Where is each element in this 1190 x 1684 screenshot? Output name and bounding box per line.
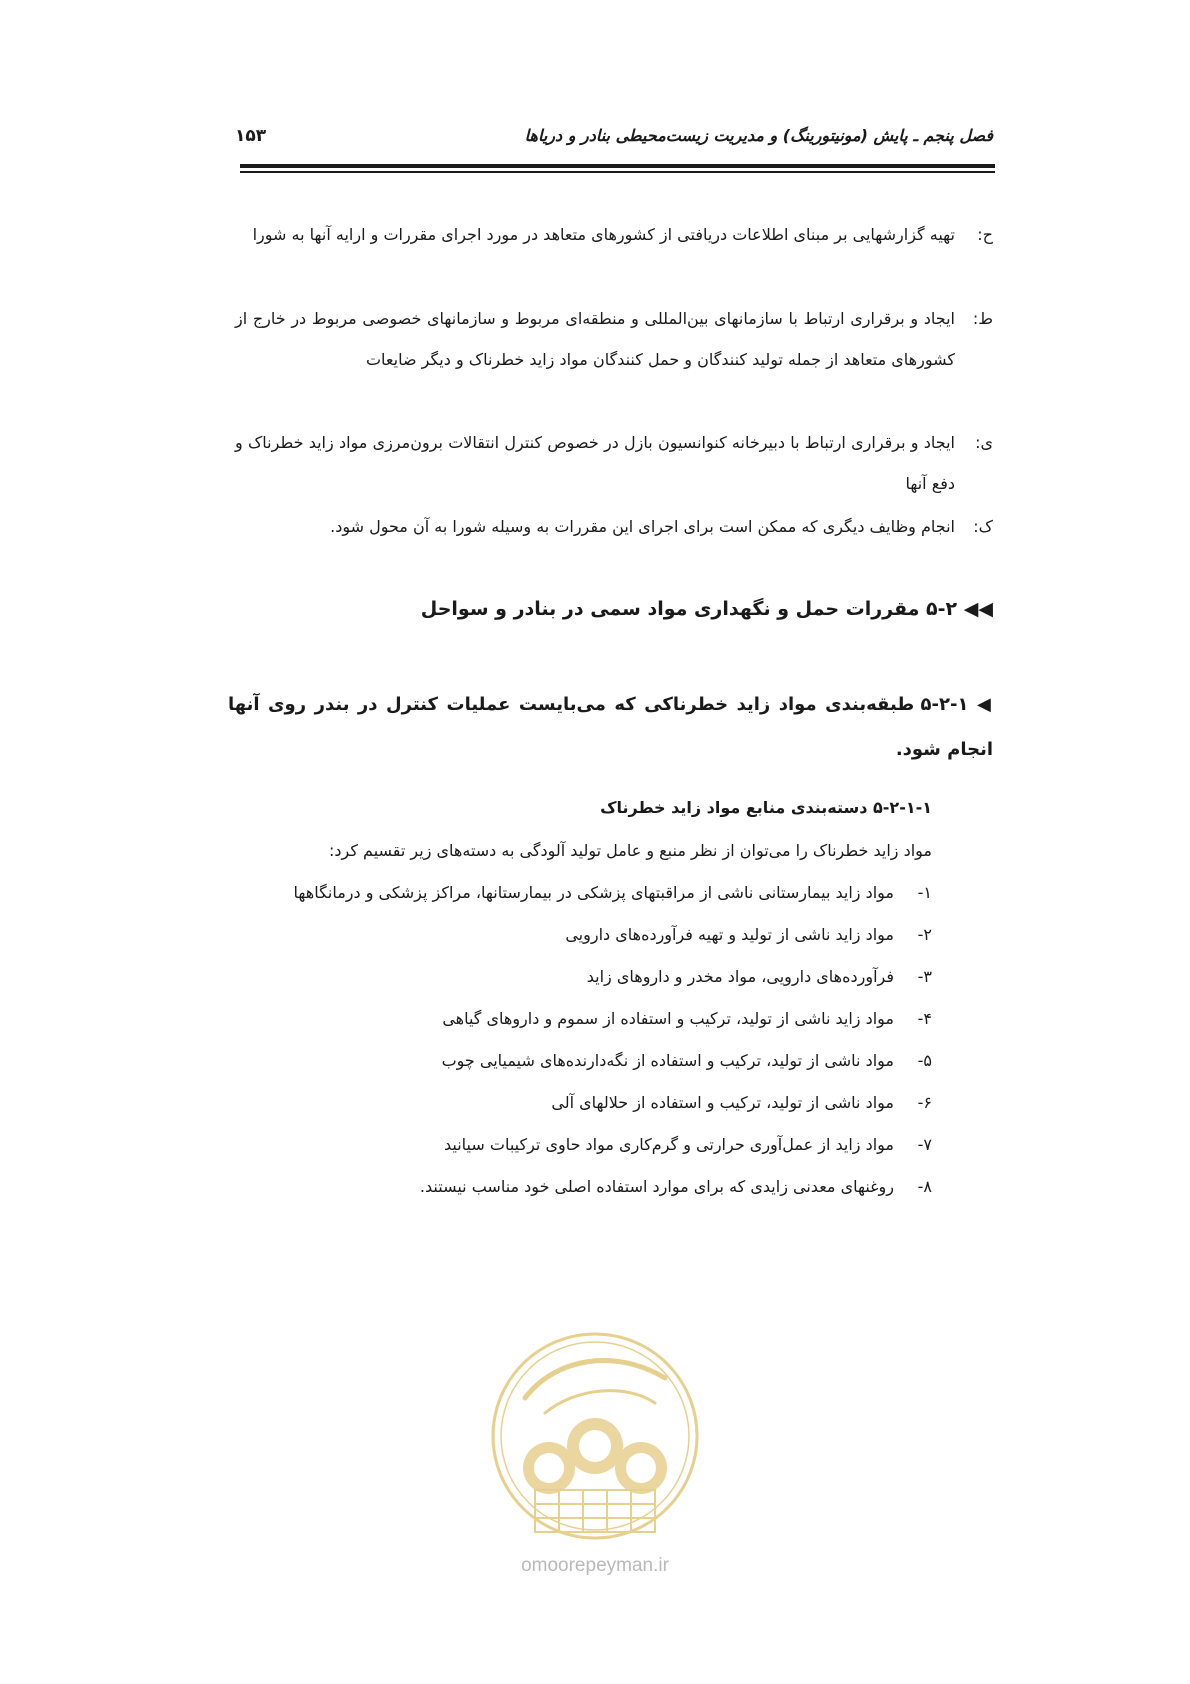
list-item xyxy=(232,1093,932,1112)
item-text: انجام وظایف دیگری که ممکن است برای اجرای این مقررات به وسیله شورا به آن محول شود. xyxy=(330,517,955,536)
list-item xyxy=(232,967,932,986)
subsection-heading-text: ۵-۲-۱ طبقه‌بندی مواد زاید خطرناکی که می‌بایست عملیات کنترل در بندر روی آنها انجام شود. xyxy=(228,694,993,760)
list-item-number: ۶- xyxy=(917,1093,932,1112)
list-item xyxy=(232,925,932,944)
page-number: ۱۵۳ xyxy=(235,126,267,146)
list-item-text: فرآورده‌های دارویی، مواد مخدر و داروهای زاید xyxy=(586,967,894,986)
running-header-title: فصل پنجم ـ پایش (مونیتورینگ) و مدیریت زیست‌محیطی بنادر و دریاها xyxy=(524,126,993,145)
watermark-emblem xyxy=(485,1318,705,1553)
item-text: تهیه گزارشهایی بر مبنای اطلاعات دریافتی از کشورهای متعاهد در مورد اجرای مقررات و ارایه آنها به شورا xyxy=(252,225,955,244)
header-rule xyxy=(240,164,995,168)
lettered-item xyxy=(235,506,993,547)
double-arrow-icon: ◀◀ xyxy=(963,598,993,620)
lettered-item xyxy=(235,298,993,380)
list-item xyxy=(232,1177,932,1196)
list-item-number: ۵- xyxy=(917,1051,932,1070)
list-item-number: ۸- xyxy=(917,1177,932,1196)
lettered-item xyxy=(235,422,993,504)
item-text: ایجاد و برقراری ارتباط با سازمانهای بین‌المللی و منطقه‌ای مربوط و سازمانهای خصوصی مربوط در خارج از کشورهای متعاهد از جمله تولید کنندگان و حمل کنندگان مواد زاید خطرناک و دیگر ضایعات xyxy=(235,309,955,369)
item-marker: ح: xyxy=(977,225,993,244)
item-marker: ی: xyxy=(975,433,993,452)
list-item xyxy=(232,1135,932,1154)
list-item-text: مواد زاید بیمارستانی ناشی از مراقبتهای پزشکی در بیمارستانها، مراکز پزشکی و درمانگاهها xyxy=(293,883,894,902)
list-item-number: ۴- xyxy=(917,1009,932,1028)
list-item-number: ۳- xyxy=(917,967,932,986)
watermark-url: omoorepeyman.ir xyxy=(521,1555,669,1576)
section-heading-text: ۵-۲ مقررات حمل و نگهداری مواد سمی در بنادر و سواحل xyxy=(420,598,958,620)
list-item xyxy=(232,883,932,902)
list-item-text: مواد زاید ناشی از تولید، ترکیب و استفاده از سموم و داروهای گیاهی xyxy=(442,1009,894,1028)
list-item-text: مواد ناشی از تولید، ترکیب و استفاده از حلالهای آلی xyxy=(551,1093,894,1112)
subsection-heading xyxy=(228,682,993,772)
arrow-icon: ◀ xyxy=(976,694,993,715)
list-item-number: ۲- xyxy=(917,925,932,944)
subsubsection-heading: ۵-۲-۱-۱ دسته‌بندی منابع مواد زاید خطرناک xyxy=(600,798,932,817)
list-item-text: مواد زاید ناشی از تولید و تهیه فرآورده‌های دارویی xyxy=(565,925,894,944)
intro-paragraph: مواد زاید خطرناک را می‌توان از نظر منبع و عامل تولید آلودگی به دسته‌های زیر تقسیم کرد: xyxy=(329,841,932,860)
list-item xyxy=(232,1009,932,1028)
item-marker: ط: xyxy=(972,309,993,328)
list-item xyxy=(232,1051,932,1070)
item-text: ایجاد و برقراری ارتباط با دبیرخانه کنوانسیون بازل در خصوص کنترل انتقالات برون‌مرزی مواد زاید خطرناک و دفع آنها xyxy=(235,433,955,493)
list-item-number: ۱- xyxy=(917,883,932,902)
header-rule-thin xyxy=(240,171,995,173)
watermark-logo xyxy=(485,1318,705,1608)
list-item-number: ۷- xyxy=(917,1135,932,1154)
item-marker: ک: xyxy=(973,517,993,536)
section-heading xyxy=(293,598,993,620)
list-item-text: مواد ناشی از تولید، ترکیب و استفاده از نگه‌دارنده‌های شیمیایی چوب xyxy=(441,1051,894,1070)
list-item-text: مواد زاید از عمل‌آوری حرارتی و گرم‌کاری مواد حاوی ترکیبات سیانید xyxy=(444,1135,894,1154)
lettered-item xyxy=(235,214,993,255)
list-item-text: روغنهای معدنی زایدی که برای موارد استفاده اصلی خود مناسب نیستند. xyxy=(419,1177,894,1196)
